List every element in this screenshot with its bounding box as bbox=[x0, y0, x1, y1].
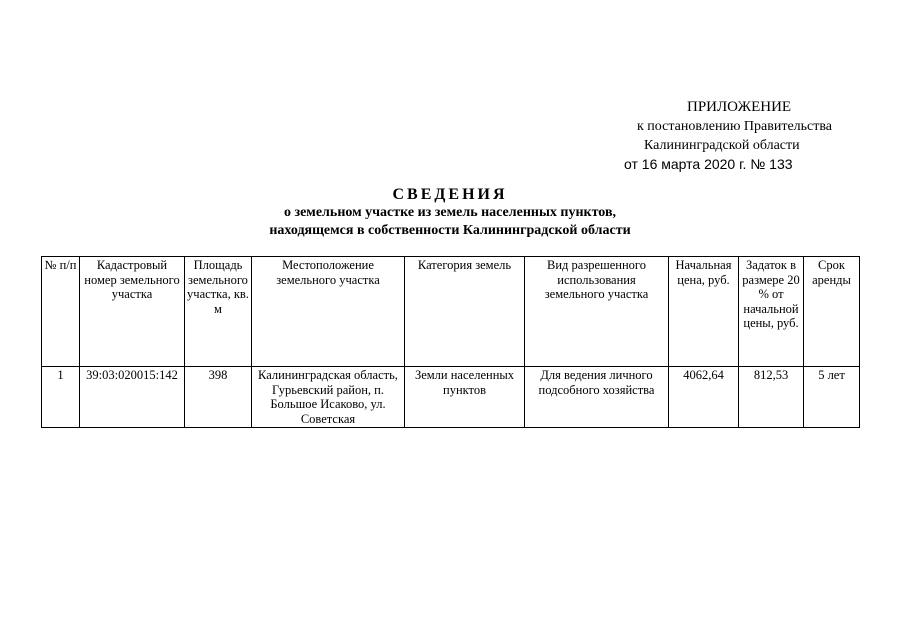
cell-use: Для ведения личного подсобного хозяйства bbox=[525, 367, 669, 428]
col-header-category: Категория земель bbox=[405, 257, 525, 367]
cell-num: 1 bbox=[42, 367, 80, 428]
col-header-area: Площадь земельного участка, кв. м bbox=[185, 257, 252, 367]
col-header-price: Начальная цена, руб. bbox=[669, 257, 739, 367]
appendix-block bbox=[600, 98, 890, 174]
cell-cadastral: 39:03:020015:142 bbox=[80, 367, 185, 428]
cell-category: Земли населенных пунктов bbox=[405, 367, 525, 428]
land-plot-table bbox=[41, 256, 860, 428]
appendix-line-resolution: к постановлению Правительства bbox=[637, 119, 833, 134]
document-heading bbox=[230, 186, 670, 240]
table-header-row bbox=[42, 257, 860, 367]
cell-deposit: 812,53 bbox=[739, 367, 804, 428]
col-header-deposit: Задаток в размере 20 % от начальной цены, руб. bbox=[739, 257, 804, 367]
heading-main: СВЕДЕНИЯ bbox=[392, 186, 508, 203]
appendix-title: ПРИЛОЖЕНИЕ bbox=[687, 99, 792, 115]
col-header-cadastral: Кадастровый номер земельного участка bbox=[80, 257, 185, 367]
heading-sub-1: о земельном участке из земель населенных пунктов, bbox=[283, 205, 617, 220]
heading-sub-2: находящемся в собственности Калининградской области bbox=[269, 223, 631, 238]
appendix-line-date-number: от 16 марта 2020 г. № 133 bbox=[624, 156, 793, 172]
col-header-location: Местоположение земельного участка bbox=[252, 257, 405, 367]
cell-area: 398 bbox=[185, 367, 252, 428]
cell-price: 4062,64 bbox=[669, 367, 739, 428]
appendix-line-region: Калининградской области bbox=[644, 138, 800, 153]
table-row bbox=[42, 367, 860, 428]
cell-location: Калининградская область, Гурьевский район, п. Большое Исаково, ул. Советская bbox=[252, 367, 405, 428]
col-header-num: № п/п bbox=[42, 257, 80, 367]
cell-term: 5 лет bbox=[804, 367, 860, 428]
col-header-use: Вид разрешенного использования земельного участка bbox=[525, 257, 669, 367]
col-header-term: Срок аренды bbox=[804, 257, 860, 367]
